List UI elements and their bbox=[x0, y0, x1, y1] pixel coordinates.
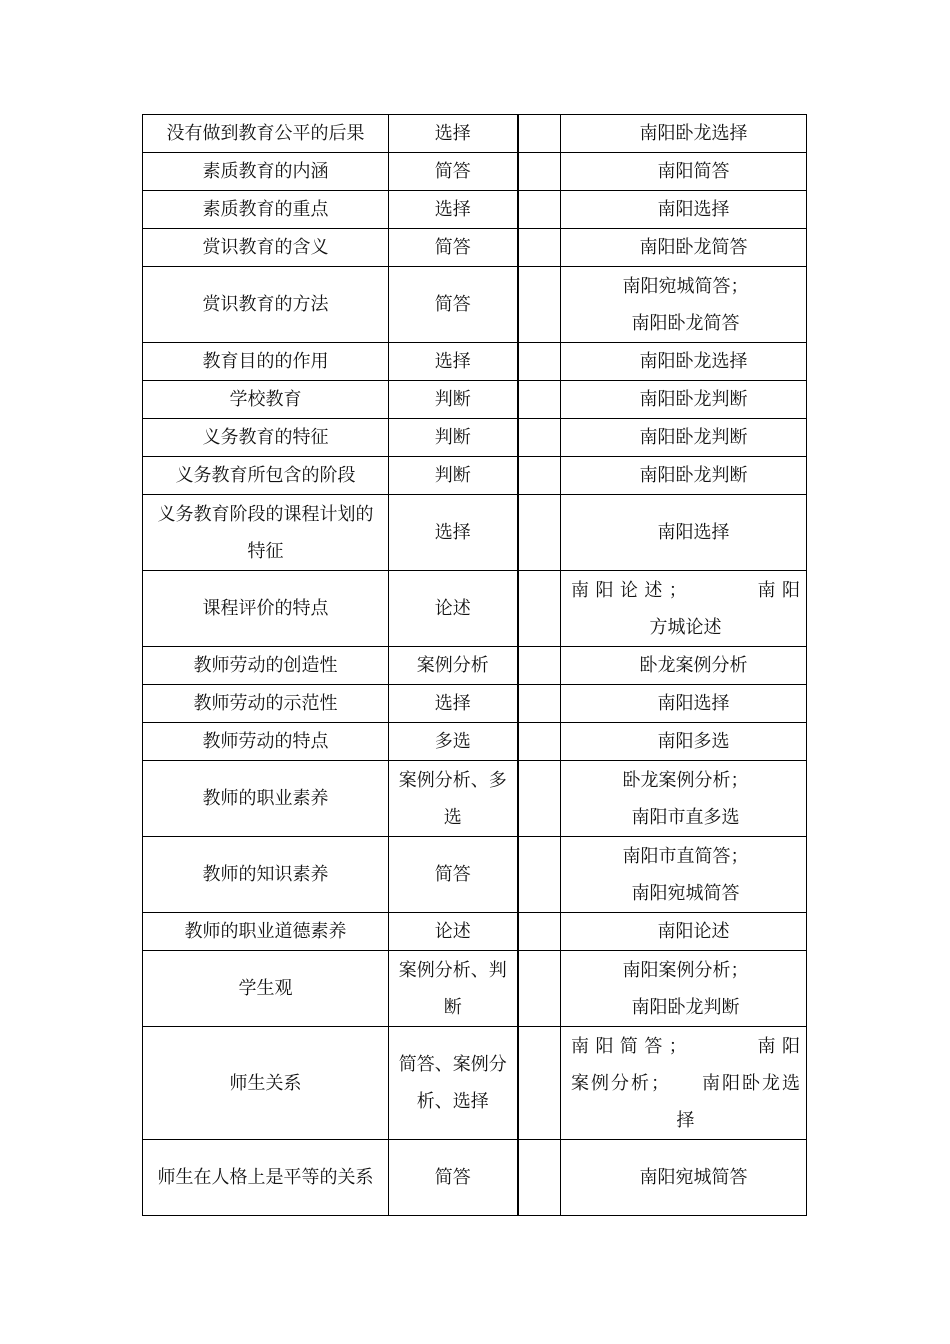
region-cell bbox=[561, 267, 807, 343]
region-line: 择 bbox=[676, 1109, 695, 1131]
region-cell bbox=[561, 419, 807, 457]
question-type-cell: 案例分析、判断 bbox=[389, 951, 518, 1027]
region-line: 卧龙案例分析 bbox=[639, 655, 748, 676]
topic-cell: 义务教育阶段的课程计划的特征 bbox=[143, 495, 389, 571]
region-line: 南阳论述； 南阳 bbox=[571, 579, 800, 601]
question-type-cell: 选择 bbox=[389, 343, 518, 381]
empty-cell bbox=[518, 571, 561, 647]
region-line: 南阳简答； 南阳 bbox=[571, 1035, 800, 1057]
question-type-cell: 简答 bbox=[389, 1140, 518, 1216]
question-type-cell: 简答 bbox=[389, 153, 518, 191]
exam-topic-table bbox=[142, 114, 807, 1216]
topic-cell: 教师的职业素养 bbox=[143, 761, 389, 837]
table-row bbox=[143, 913, 807, 951]
region-cell bbox=[561, 343, 807, 381]
region-line: 南阳宛城简答 bbox=[639, 1167, 748, 1188]
topic-cell: 师生在人格上是平等的关系 bbox=[143, 1140, 389, 1216]
table-row bbox=[143, 457, 807, 495]
table-row bbox=[143, 191, 807, 229]
region-line: 南阳卧龙选择 bbox=[639, 123, 748, 144]
region-line: 南阳卧龙简答 bbox=[631, 312, 740, 334]
table-row bbox=[143, 343, 807, 381]
region-cell bbox=[561, 837, 807, 913]
empty-cell bbox=[518, 647, 561, 685]
region-cell bbox=[561, 571, 807, 647]
table-row bbox=[143, 723, 807, 761]
region-cell bbox=[561, 1027, 807, 1140]
region-line: 南阳市直多选 bbox=[631, 806, 740, 828]
region-line: 南阳卧龙简答 bbox=[639, 237, 748, 258]
region-line: 南阳卧龙判断 bbox=[639, 465, 748, 486]
table-row bbox=[143, 647, 807, 685]
table-row bbox=[143, 1140, 807, 1216]
region-line: 南阳案例分析； bbox=[622, 959, 749, 981]
region-cell bbox=[561, 723, 807, 761]
empty-cell bbox=[518, 343, 561, 381]
region-line: 南阳卧龙判断 bbox=[639, 427, 748, 448]
topic-cell: 学生观 bbox=[143, 951, 389, 1027]
region-line: 南阳宛城简答； bbox=[622, 275, 749, 297]
region-line: 方城论述 bbox=[649, 616, 722, 638]
region-cell bbox=[561, 647, 807, 685]
region-line: 南阳选择 bbox=[657, 199, 730, 220]
question-type-cell: 案例分析 bbox=[389, 647, 518, 685]
topic-cell: 教师劳动的创造性 bbox=[143, 647, 389, 685]
table-row bbox=[143, 685, 807, 723]
region-cell bbox=[561, 913, 807, 951]
topic-cell: 教师的职业道德素养 bbox=[143, 913, 389, 951]
topic-cell: 素质教育的内涵 bbox=[143, 153, 389, 191]
region-line: 南阳选择 bbox=[657, 522, 730, 543]
region-line: 南阳多选 bbox=[657, 731, 730, 752]
topic-cell: 学校教育 bbox=[143, 381, 389, 419]
table-row bbox=[143, 381, 807, 419]
region-cell bbox=[561, 1140, 807, 1216]
topic-cell: 素质教育的重点 bbox=[143, 191, 389, 229]
empty-cell bbox=[518, 229, 561, 267]
question-type-cell: 选择 bbox=[389, 495, 518, 571]
region-line: 南阳卧龙判断 bbox=[639, 389, 748, 410]
empty-cell bbox=[518, 457, 561, 495]
region-line: 南阳选择 bbox=[657, 693, 730, 714]
question-type-cell: 简答、案例分析、选择 bbox=[389, 1027, 518, 1140]
question-type-cell: 论述 bbox=[389, 571, 518, 647]
topic-cell: 教师劳动的特点 bbox=[143, 723, 389, 761]
empty-cell bbox=[518, 837, 561, 913]
region-line: 南阳卧龙判断 bbox=[631, 996, 740, 1018]
topic-cell: 义务教育所包含的阶段 bbox=[143, 457, 389, 495]
region-line: 南阳简答 bbox=[657, 161, 730, 182]
region-line: 南阳卧龙选择 bbox=[639, 351, 748, 372]
region-cell bbox=[561, 153, 807, 191]
region-line: 案例分析； 南阳卧龙选 bbox=[571, 1072, 800, 1094]
topic-cell: 义务教育的特征 bbox=[143, 419, 389, 457]
region-line: 南阳市直简答； bbox=[622, 845, 749, 867]
empty-cell bbox=[518, 381, 561, 419]
region-cell bbox=[561, 229, 807, 267]
topic-cell: 赏识教育的方法 bbox=[143, 267, 389, 343]
empty-cell bbox=[518, 1140, 561, 1216]
table-row bbox=[143, 115, 807, 153]
question-type-cell: 简答 bbox=[389, 267, 518, 343]
region-cell bbox=[561, 951, 807, 1027]
question-type-cell: 选择 bbox=[389, 115, 518, 153]
question-type-cell: 选择 bbox=[389, 191, 518, 229]
topic-cell: 课程评价的特点 bbox=[143, 571, 389, 647]
empty-cell bbox=[518, 913, 561, 951]
empty-cell bbox=[518, 761, 561, 837]
region-line: 南阳宛城简答 bbox=[631, 882, 740, 904]
region-cell bbox=[561, 685, 807, 723]
table-row bbox=[143, 267, 807, 343]
empty-cell bbox=[518, 951, 561, 1027]
question-type-cell: 论述 bbox=[389, 913, 518, 951]
table-row bbox=[143, 761, 807, 837]
region-line: 卧龙案例分析； bbox=[622, 769, 749, 791]
topic-cell: 教师劳动的示范性 bbox=[143, 685, 389, 723]
question-type-cell: 案例分析、多选 bbox=[389, 761, 518, 837]
empty-cell bbox=[518, 267, 561, 343]
table-row bbox=[143, 837, 807, 913]
table-row bbox=[143, 951, 807, 1027]
empty-cell bbox=[518, 495, 561, 571]
question-type-cell: 判断 bbox=[389, 457, 518, 495]
empty-cell bbox=[518, 191, 561, 229]
topic-cell: 教育目的的作用 bbox=[143, 343, 389, 381]
table-row bbox=[143, 571, 807, 647]
question-type-cell: 判断 bbox=[389, 381, 518, 419]
region-cell bbox=[561, 761, 807, 837]
region-line: 南阳论述 bbox=[657, 921, 730, 942]
table-row bbox=[143, 495, 807, 571]
region-cell bbox=[561, 381, 807, 419]
topic-cell: 没有做到教育公平的后果 bbox=[143, 115, 389, 153]
topic-cell: 师生关系 bbox=[143, 1027, 389, 1140]
empty-cell bbox=[518, 153, 561, 191]
table-body bbox=[143, 115, 807, 1216]
empty-cell bbox=[518, 685, 561, 723]
empty-cell bbox=[518, 723, 561, 761]
question-type-cell: 多选 bbox=[389, 723, 518, 761]
table-row bbox=[143, 1027, 807, 1140]
region-cell bbox=[561, 115, 807, 153]
topic-cell: 赏识教育的含义 bbox=[143, 229, 389, 267]
empty-cell bbox=[518, 1027, 561, 1140]
region-cell bbox=[561, 191, 807, 229]
question-type-cell: 选择 bbox=[389, 685, 518, 723]
empty-cell bbox=[518, 419, 561, 457]
question-type-cell: 简答 bbox=[389, 229, 518, 267]
table-row bbox=[143, 229, 807, 267]
table-row bbox=[143, 153, 807, 191]
topic-cell: 教师的知识素养 bbox=[143, 837, 389, 913]
empty-cell bbox=[518, 115, 561, 153]
table-row bbox=[143, 419, 807, 457]
region-cell bbox=[561, 457, 807, 495]
question-type-cell: 简答 bbox=[389, 837, 518, 913]
question-type-cell: 判断 bbox=[389, 419, 518, 457]
region-cell bbox=[561, 495, 807, 571]
